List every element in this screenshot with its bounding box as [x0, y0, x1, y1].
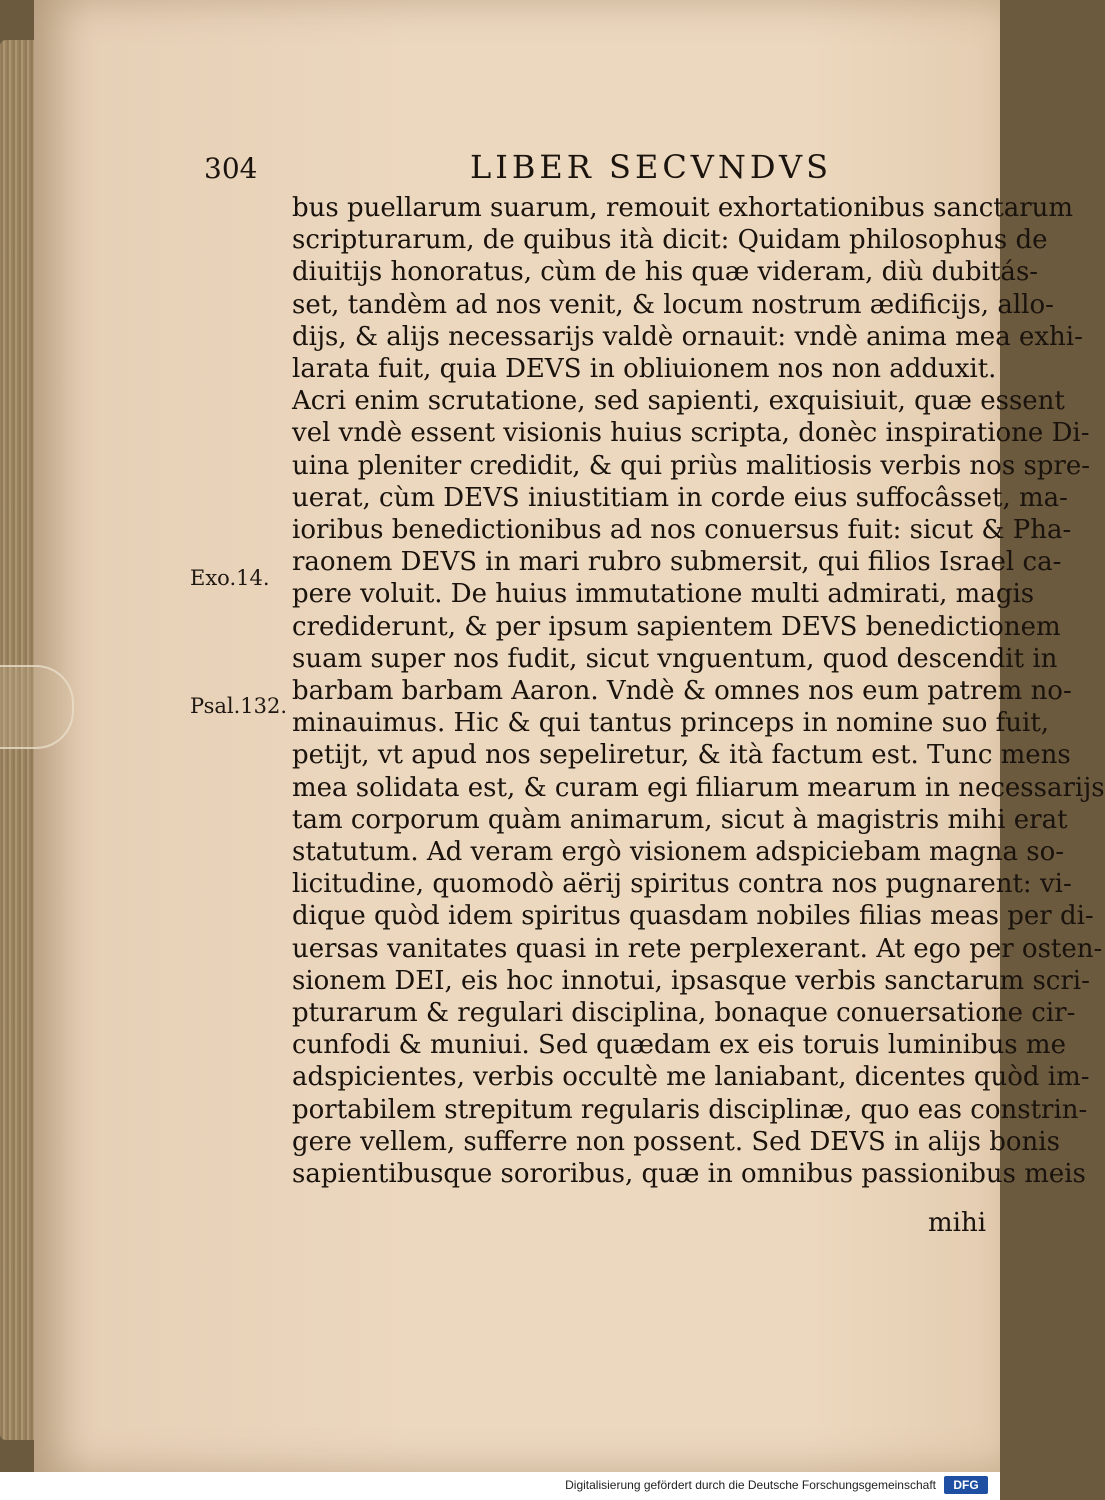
- text-line: uersas vanitates quasi in rete perplexerant. At ego per osten-: [292, 933, 1103, 964]
- text-line: pturarum & regulari disciplina, bonaque conuersatione cir-: [292, 998, 1076, 1029]
- text-line: uerat, cùm DEVS iniustitiam in corde eius suffocâsset, ma-: [292, 482, 1068, 513]
- dfg-logo: DFG: [944, 1476, 988, 1494]
- text-line: tam corporum quàm animarum, sicut à magistris mihi erat: [292, 804, 1068, 835]
- margin-note-exodus: Exo.14.: [190, 566, 270, 590]
- text-line: bus puellarum suarum, remouit exhortationibus sanctarum: [292, 193, 1074, 223]
- text-line: cunfodi & muniui. Sed quædam ex eis toruis luminibus me: [292, 1030, 1066, 1061]
- body-text: [292, 192, 1105, 1190]
- text-line: vel vndè essent visionis huius scripta, donèc inspiratione Di-: [292, 418, 1090, 449]
- text-line: adspicientes, verbis occultè me laniabant, dicentes quòd im-: [292, 1062, 1090, 1093]
- digitization-footer: [0, 1472, 1000, 1500]
- margin-note-psalm: Psal.132.: [190, 694, 288, 718]
- text-line: petijt, vt apud nos sepeliretur, & ità factum est. Tunc mens: [292, 740, 1071, 771]
- text-line: minauimus. Hic & qui tantus princeps in nomine suo fuit,: [292, 708, 1050, 739]
- text-line: larata fuit, quia DEVS in obliuionem nos non adduxit.: [292, 354, 997, 385]
- text-line: scripturarum, de quibus ità dicit: Quidam philosophus de: [292, 225, 1048, 256]
- text-line: barbam barbam Aaron. Vndè & omnes nos eum patrem no-: [292, 676, 1072, 707]
- page-clip: [0, 665, 74, 749]
- text-line: uina pleniter credidit, & qui priùs malitiosis verbis nos spre-: [292, 450, 1091, 481]
- text-line: sapientibusque sororibus, quæ in omnibus passionibus meis: [292, 1159, 1086, 1190]
- text-line: crediderunt, & per ipsum sapientem DEVS benedictionem: [292, 611, 1061, 642]
- text-line: dijs, & alijs necessarijs valdè ornauit: vndè anima mea exhi-: [292, 321, 1083, 352]
- text-line: set, tandèm ad nos venit, & locum nostrum ædificijs, allo-: [292, 289, 1054, 320]
- text-line: suam super nos fudit, sicut vnguentum, quod descendit in: [292, 643, 1058, 674]
- text-line: portabilem strepitum regularis disciplinæ, quo eas constrin-: [292, 1094, 1088, 1125]
- catchword: mihi: [928, 1208, 987, 1238]
- text-line: raonem DEVS in mari rubro submersit, qui filios Israel ca-: [292, 547, 1062, 578]
- text-line: pere voluit. De huius immutatione multi admirati, magis: [292, 579, 1035, 610]
- text-line: mea solidata est, & curam egi filiarum mearum in necessarijs: [292, 772, 1105, 803]
- running-head: LIBER SECVNDVS: [470, 148, 833, 186]
- text-line: sionem DEI, eis hoc innotui, ipsasque verbis sanctarum scri-: [292, 965, 1090, 996]
- text-line: gere vellem, sufferre non possent. Sed DEVS in alijs bonis: [292, 1126, 1060, 1157]
- text-line: dique quòd idem spiritus quasdam nobiles filias meas per di-: [292, 901, 1094, 932]
- text-line: licitudine, quomodò aërij spiritus contra nos pugnarent: vi-: [292, 869, 1072, 900]
- text-line: statutum. Ad veram ergò visionem adspiciebam magna so-: [292, 837, 1065, 868]
- footer-credit: Digitalisierung gefördert durch die Deutsche Forschungsgemeinschaft: [565, 1478, 936, 1492]
- text-line: ioribus benedictionibus ad nos conuersus fuit: sicut & Pha-: [292, 515, 1072, 546]
- text-line: Acri enim scrutatione, sed sapienti, exquisiuit, quæ essent: [292, 386, 1065, 417]
- text-line: diuitijs honoratus, cùm de his quæ videram, diù dubitás-: [292, 257, 1039, 288]
- page-number: 304: [204, 152, 258, 185]
